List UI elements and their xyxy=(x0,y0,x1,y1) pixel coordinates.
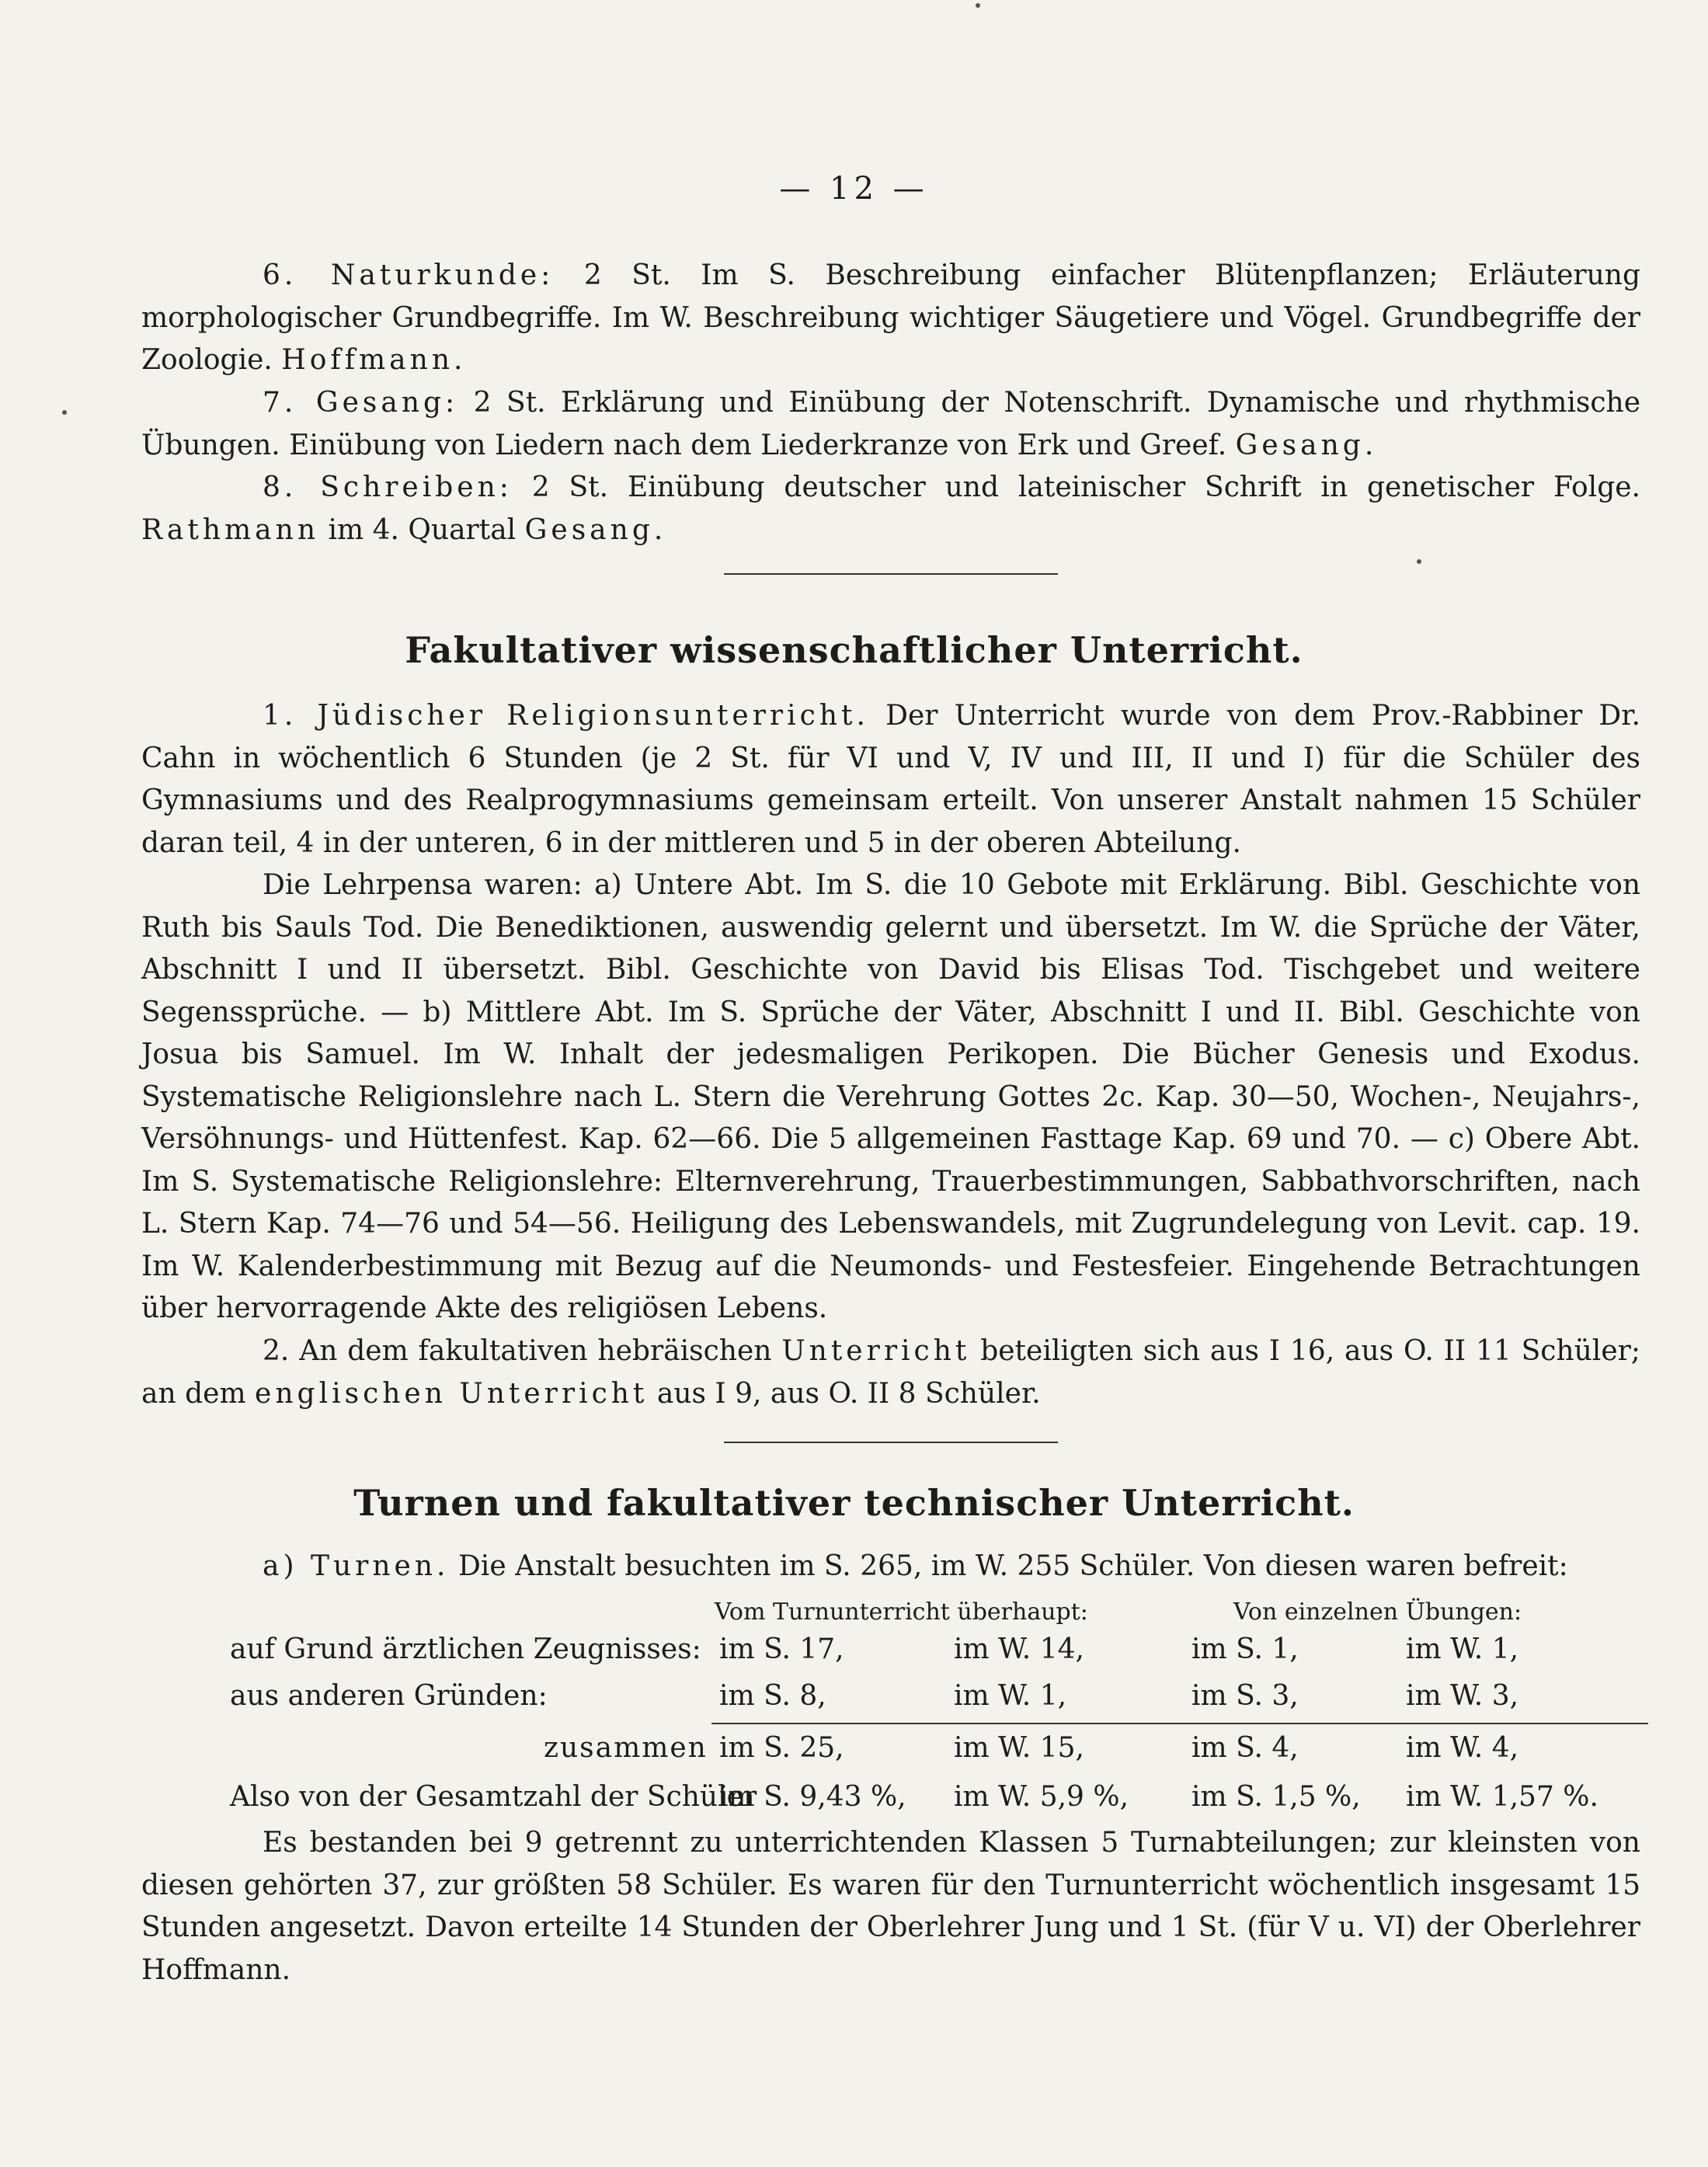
table-cell: im S. 1,5 %, xyxy=(1191,1781,1361,1813)
teacher-name: Gesang. xyxy=(1235,429,1378,461)
paragraph-text: 2 St. Einübung deutscher und lateinischer Schrift in genetischer Folge. xyxy=(531,471,1640,503)
section-heading: Turnen und fakultativer technischer Unterricht. xyxy=(353,1482,1355,1524)
table-cell: im S. 17, xyxy=(719,1633,844,1665)
table-row-label: Also von der Gesamtzahl der Schüler xyxy=(230,1781,757,1813)
paragraph-schreiben xyxy=(141,467,1640,551)
teacher-name: Gesang. xyxy=(524,513,667,546)
paragraph-text: 2 St. Erklärung und Einübung der Notenschrift. Dynamische und rhythmische Übungen. Einübung von Liedern nach dem Liederkranze von Erk und Greef. xyxy=(141,387,1641,461)
paragraph-text: Es bestanden bei 9 getrennt zu unterrichtenden Klassen 5 Turnabteilungen; zur kleinsten von diesen gehörten 37, zur größten 58 Schüler. Es waren für den Turnunterricht wöchentlich insgesamt 15 Stunden angesetzt. Davon erteilte 14 Stunden der Oberlehrer Jung und 1 St. (für V u. VI) der Oberlehrer Hoffmann. xyxy=(141,1827,1640,1986)
table-cell: im W. 3, xyxy=(1406,1680,1519,1712)
paragraph-text: Die Lehrpensa waren: a) Untere Abt. Im S. die 10 Gebote mit Erklärung. Bibl. Geschichte von Ruth bis Sauls Tod. Die Benediktionen, auswendig gelernt und übersetzt. Im W. die Sprüche der Väter, Abschnitt I und II übersetzt. Bibl. Geschichte von David bis Elisas Tod. Tischgebet und weitere Segenssprüche. — b) Mittlere Abt. Im S. Sprüche der Väter, Abschnitt I und II. Bibl. Geschichte von Josua bis Samuel. Im W. Inhalt der jedesmaligen Perikopen. Die Bücher Genesis und Exodus. Systematische Religionslehre nach L. Stern die Verehrung Gottes 2c. Kap. 30—50, Wochen-, Neujahrs-, Versöhnungs- und Hüttenfest. Kap. 62—66. Die 5 allgemeinen Fasttage Kap. 69 und 70. — c) Obere Abt. Im S. Systematische Religionslehre: Elternverehrung, Trauerbestimmungen, Sabbathvorschriften, nach L. Stern Kap. 74—76 und 54—56. Heiligung des Lebenswandels, mit Zugrundelegung von Levit. cap. 19. Im W. Kalenderbestimmung mit Bezug auf die Neumonds- und Festesfeier. Eingehende Betrachtungen über hervorragende Akte des religiösen Lebens. xyxy=(141,869,1640,1324)
table-cell: im W. 15, xyxy=(954,1732,1084,1764)
section-heading: Fakultativer wissenschaftlicher Unterricht. xyxy=(405,629,1303,671)
paragraph-text: aus I 9, aus O. II 8 Schüler. xyxy=(656,1377,1041,1410)
table-row-label: zusammen xyxy=(544,1732,708,1764)
table-cell: im S. 25, xyxy=(719,1732,844,1764)
paragraph-text: Die Anstalt besuchten im S. 265, im W. 255 Schüler. Von diesen waren befreit: xyxy=(457,1550,1568,1582)
paragraph-religion xyxy=(141,695,1640,864)
paragraph-lehrpensa xyxy=(141,864,1640,1330)
table-cell: im W. 14, xyxy=(954,1633,1084,1665)
paragraph-text: Der Unterricht wurde von dem Prov.-Rabbiner Dr. Cahn in wöchentlich 6 Stunden (je 2 St. für VI und V, IV und III, II und I) für die Schüler des Gymnasiums und des Realprogymnasiums gemeinsam erteilt. Von unserer Anstalt nahmen 15 Schüler daran teil, 4 in der unteren, 6 in der mittleren und 5 in der oberen Abteilung. xyxy=(141,700,1640,859)
subject-title: 1. Jüdischer Religionsunterricht. xyxy=(263,700,869,732)
table-column-header: Vom Turnunterricht überhaupt: xyxy=(715,1598,1088,1626)
emphasis-text: Unterricht xyxy=(781,1335,971,1367)
paragraph-text: im 4. Quartal xyxy=(328,513,517,546)
table-cell: im W. 4, xyxy=(1406,1732,1519,1764)
scan-speck xyxy=(1417,559,1421,564)
paragraph-naturkunde xyxy=(141,255,1640,382)
table-cell: im S. 3, xyxy=(1191,1680,1299,1712)
subject-title: 6. Naturkunde: xyxy=(263,259,555,291)
divider xyxy=(724,1442,1058,1443)
page-number: — 12 — xyxy=(779,171,929,207)
table-row-label: auf Grund ärztlichen Zeugnisses: xyxy=(230,1633,701,1665)
table-cell: im W. 1, xyxy=(1406,1633,1519,1665)
scan-speck xyxy=(62,410,67,415)
table-cell: im S. 4, xyxy=(1191,1732,1299,1764)
paragraph-turnen-intro xyxy=(141,1546,1640,1588)
paragraph-gesang xyxy=(141,382,1640,467)
table-cell: im S. 8, xyxy=(719,1680,826,1712)
paragraph-turnabteilungen xyxy=(141,1822,1640,1991)
emphasis-text: englischen Unterricht xyxy=(255,1377,649,1410)
subject-title: a) Turnen. xyxy=(263,1550,450,1582)
table-cell: im W. 1, xyxy=(954,1680,1067,1712)
table-cell: im W. 5,9 %, xyxy=(954,1781,1129,1813)
paragraph-text: 2. An dem fakultativen hebräischen xyxy=(263,1335,772,1367)
paragraph-text: beteiligten sich aus I 16, aus O. II 11 Schüler; an dem xyxy=(141,1335,1640,1410)
teacher-name: Rathmann xyxy=(141,513,320,546)
table-cell: im W. 1,57 %. xyxy=(1406,1781,1598,1813)
table-column-header: Von einzelnen Übungen: xyxy=(1233,1598,1522,1626)
scan-speck xyxy=(976,3,980,8)
subject-title: 7. Gesang: xyxy=(263,387,459,419)
table-row-label: aus anderen Gründen: xyxy=(230,1680,548,1712)
teacher-name: Hoffmann. xyxy=(281,344,467,376)
sum-rule xyxy=(711,1723,1648,1724)
paragraph-hebraeisch xyxy=(141,1330,1640,1415)
divider xyxy=(724,573,1058,575)
subject-title: 8. Schreiben: xyxy=(263,471,513,503)
table-cell: im S. 1, xyxy=(1191,1633,1299,1665)
table-cell: im S. 9,43 %, xyxy=(719,1781,906,1813)
paragraph-text: 2 St. Im S. Beschreibung einfacher Blütenpflanzen; Erläuterung morphologischer Grundbegriffe. Im W. Beschreibung wichtiger Säugetiere und Vögel. Grundbegriffe der Zoologie. xyxy=(141,259,1640,376)
